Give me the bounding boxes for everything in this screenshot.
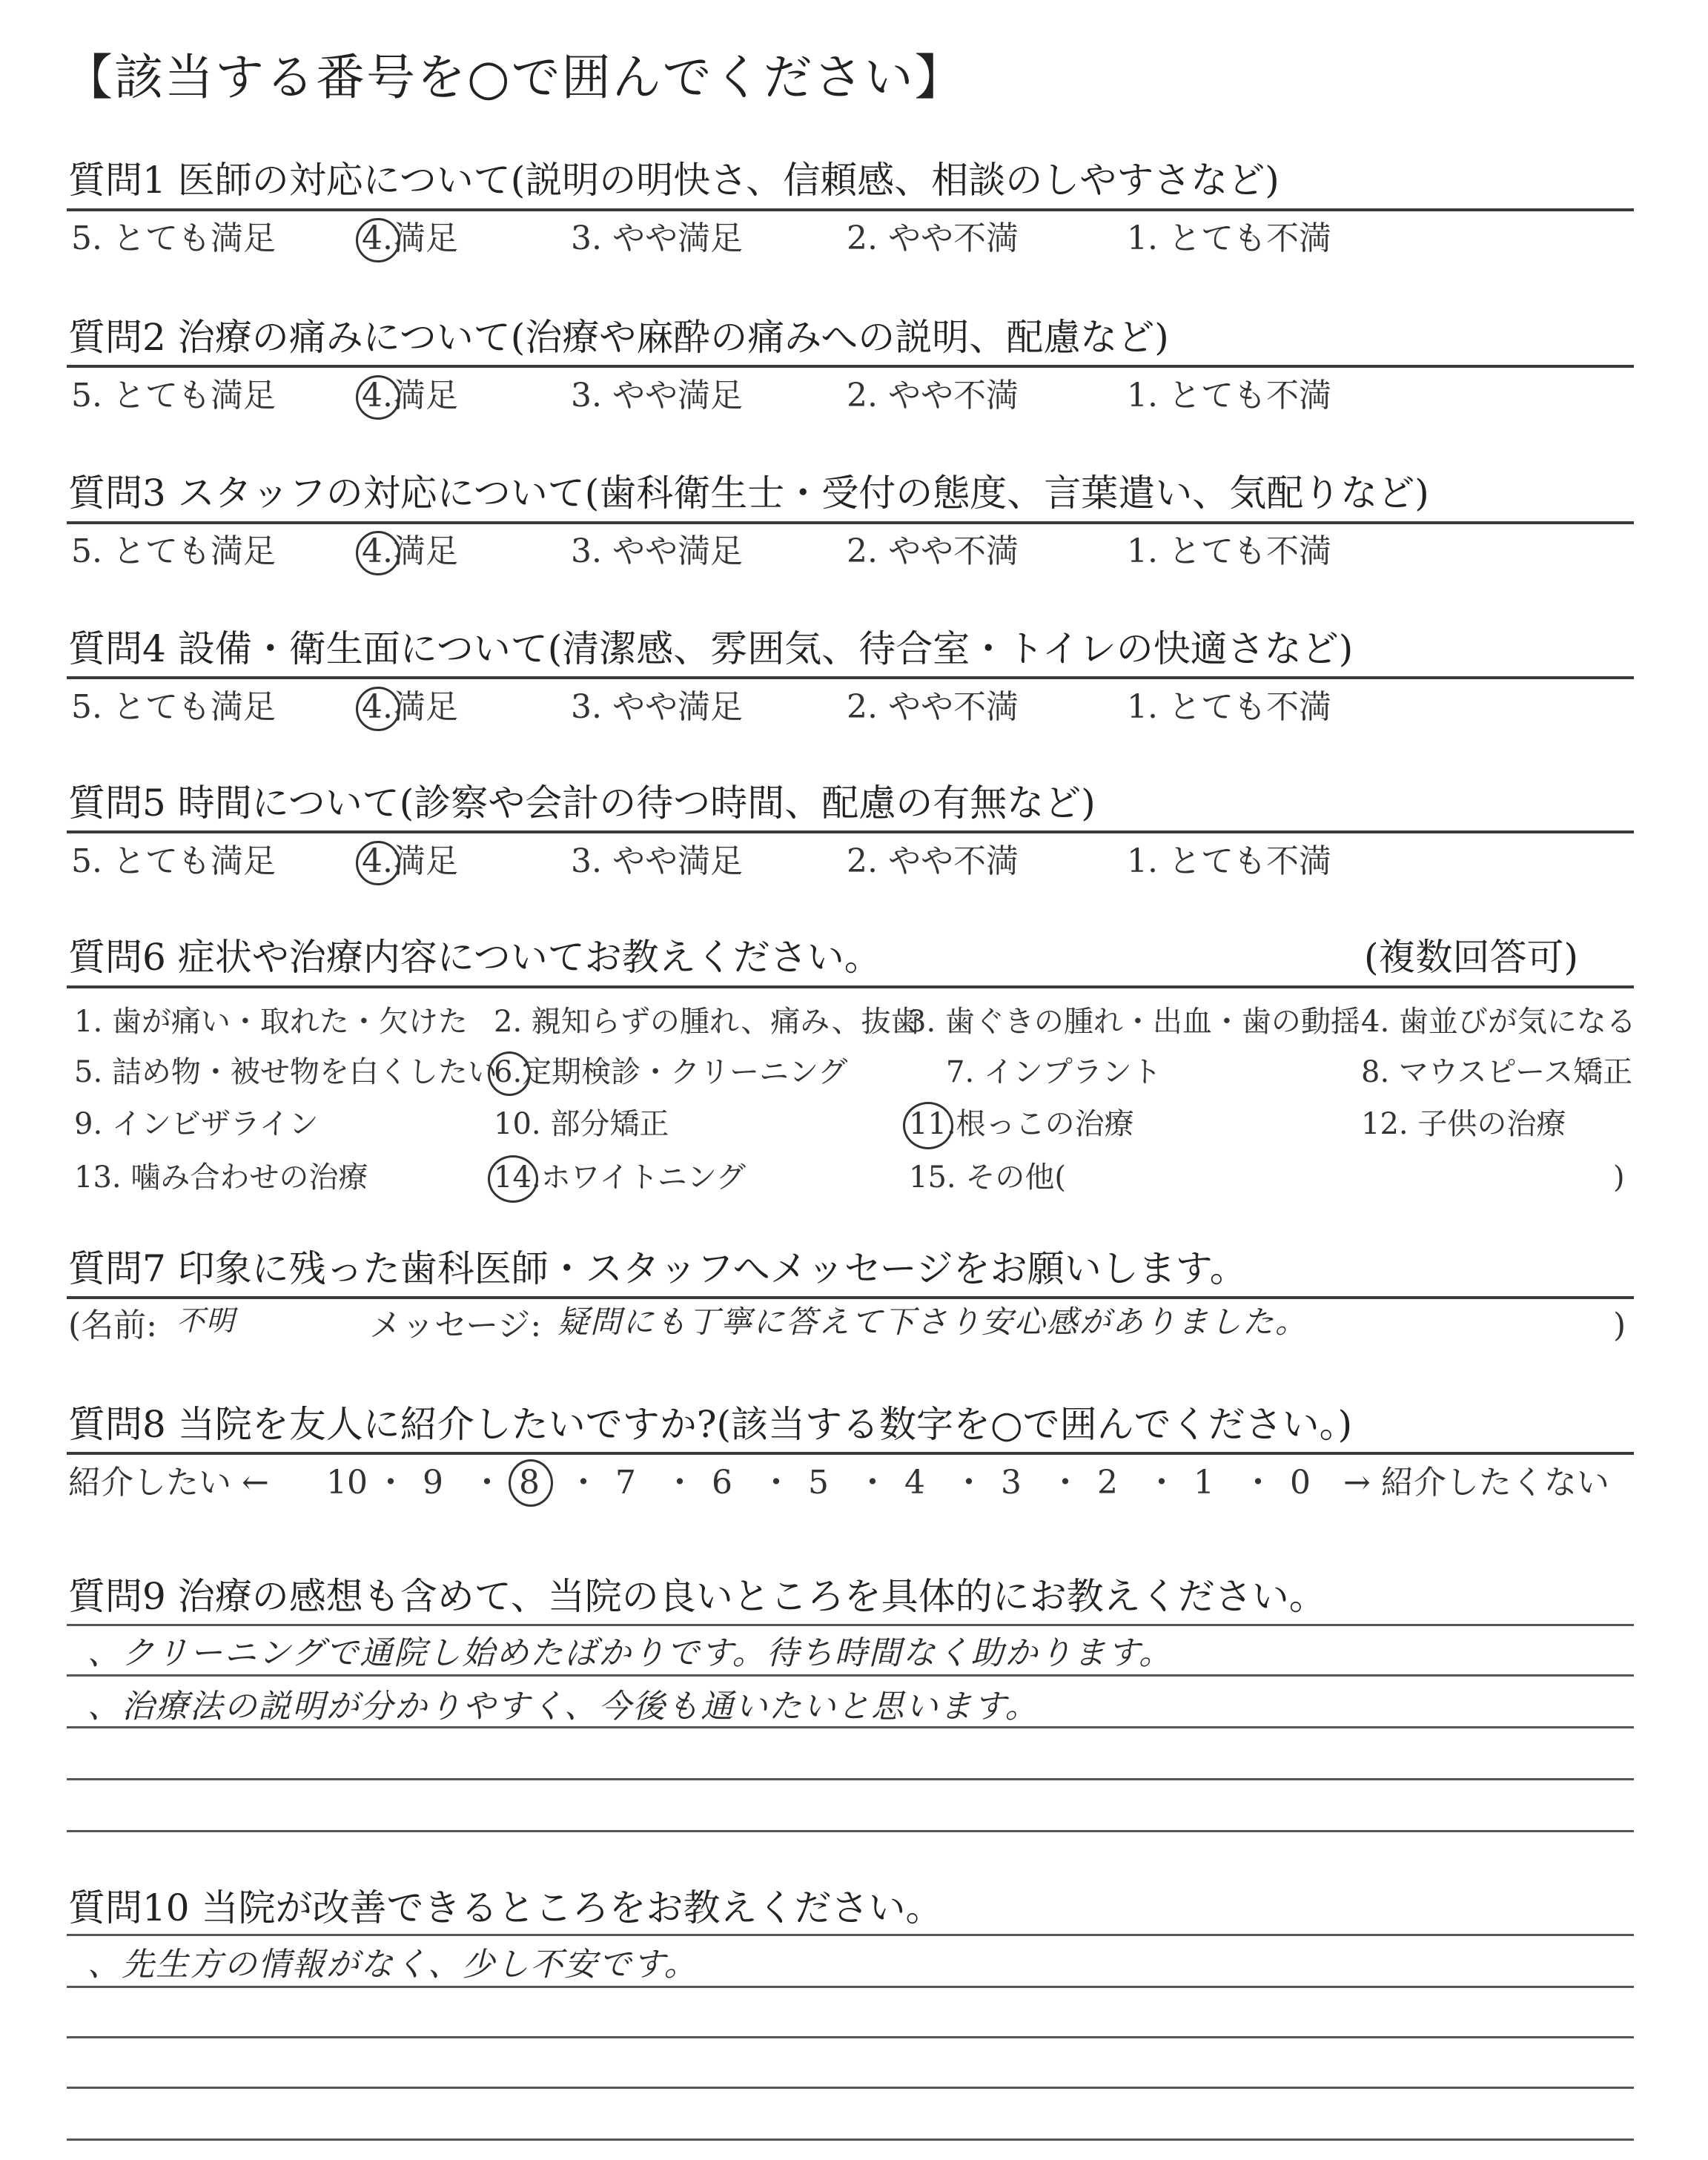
page-title: 【該当する番号を○で囲んでください】 xyxy=(64,49,965,106)
scale-separator: ・ xyxy=(567,1464,600,1502)
q6-option-9[interactable]: 9. インビザライン xyxy=(74,1107,319,1141)
selected-circle xyxy=(509,1459,553,1507)
selected-circle xyxy=(356,218,400,262)
selected-circle xyxy=(903,1102,953,1149)
q2-option-5[interactable]: 5. とても満足 xyxy=(71,377,276,415)
question-3-label: 質問3 スタッフの対応について(歯科衛生士・受付の態度、言葉遣い、気配りなど) xyxy=(68,472,1429,515)
answer-line xyxy=(67,2087,1634,2089)
q6-option-11[interactable]: 11.根っこの治療 xyxy=(909,1107,1134,1141)
q3-option-2[interactable]: 2. やや不満 xyxy=(847,532,1019,570)
scale-option-3[interactable]: 3 xyxy=(1001,1464,1022,1502)
q1-option-4[interactable]: 4.満足 xyxy=(362,219,458,257)
q6-option-3[interactable]: 3. 歯ぐきの腫れ・出血・歯の動揺 xyxy=(907,1005,1360,1039)
q2-option-4[interactable]: 4.満足 xyxy=(362,377,458,415)
scale-option-10[interactable]: 10 xyxy=(326,1464,368,1502)
q2-option-3[interactable]: 3. やや満足 xyxy=(571,377,743,415)
answer-line xyxy=(67,2036,1634,2038)
question-6-label: 質問6 症状や治療内容についてお教えください。 xyxy=(68,936,881,979)
scale-option-7[interactable]: 7 xyxy=(615,1464,636,1502)
q1-option-3[interactable]: 3. やや満足 xyxy=(571,219,743,257)
answer-line xyxy=(67,1674,1634,1677)
answer-line xyxy=(67,2138,1634,2141)
scale-option-4[interactable]: 4 xyxy=(904,1464,925,1502)
q6-option-8[interactable]: 8. マウスピース矯正 xyxy=(1361,1055,1633,1089)
question-9-label: 質問9 治療の感想も含めて、当院の良いところを具体的にお教えください。 xyxy=(68,1575,1326,1618)
question-5-label: 質問5 時間について(診察や会計の待つ時間、配慮の有無など) xyxy=(68,782,1096,825)
name-value[interactable]: 不明 xyxy=(176,1304,236,1337)
message-close: ) xyxy=(1613,1307,1626,1344)
question-2-label: 質問2 治療の痛みについて(治療や麻酔の痛みへの説明、配慮など) xyxy=(68,316,1169,359)
q4-option-5[interactable]: 5. とても満足 xyxy=(71,688,276,726)
question-4-label: 質問4 設備・衛生面について(清潔感、雰囲気、待合室・トイレの快適さなど) xyxy=(68,627,1354,670)
q6-option-4[interactable]: 4. 歯並びが気になる xyxy=(1361,1005,1636,1039)
selected-circle xyxy=(488,1155,538,1203)
question-1-label: 質問1 医師の対応について(説明の明快さ、信頼感、相談のしやすさなど) xyxy=(68,159,1280,202)
selected-circle xyxy=(356,687,400,731)
q4-option-2[interactable]: 2. やや不満 xyxy=(847,688,1019,726)
divider xyxy=(67,208,1634,211)
answer-line xyxy=(67,1778,1634,1780)
name-label: (名前: xyxy=(68,1307,157,1344)
q3-option-5[interactable]: 5. とても満足 xyxy=(71,532,276,570)
q1-option-1[interactable]: 1. とても不満 xyxy=(1127,219,1331,257)
scale-option-1[interactable]: 1 xyxy=(1194,1464,1214,1502)
q4-option-3[interactable]: 3. やや満足 xyxy=(571,688,743,726)
scale-option-2[interactable]: 2 xyxy=(1097,1464,1118,1502)
q5-option-2[interactable]: 2. やや不満 xyxy=(847,842,1019,880)
message-label: メッセージ: xyxy=(369,1307,542,1344)
scale-separator: ・ xyxy=(663,1464,696,1502)
recommend-right-label: → 紹介したくない xyxy=(1343,1464,1609,1502)
divider xyxy=(67,1296,1634,1299)
selected-circle xyxy=(488,1051,531,1096)
answer-line xyxy=(67,1986,1634,1988)
selected-circle xyxy=(356,375,400,420)
q9-answer-line-1[interactable]: 、クリーニングで通院し始めたばかりです。待ち時間なく助かります。 xyxy=(87,1634,1174,1672)
scale-separator: ・ xyxy=(953,1464,985,1502)
q6-option-2[interactable]: 2. 親知らずの腫れ、痛み、抜歯 xyxy=(494,1005,921,1039)
q3-option-1[interactable]: 1. とても不満 xyxy=(1127,532,1331,570)
q5-option-1[interactable]: 1. とても不満 xyxy=(1127,842,1331,880)
scale-separator: ・ xyxy=(1049,1464,1082,1502)
q6-option-10[interactable]: 10. 部分矯正 xyxy=(494,1107,669,1141)
scale-separator: ・ xyxy=(1145,1464,1178,1502)
q5-option-4[interactable]: 4.満足 xyxy=(362,842,458,880)
scale-separator: ・ xyxy=(374,1464,407,1502)
q3-option-3[interactable]: 3. やや満足 xyxy=(571,532,743,570)
answer-line xyxy=(67,1934,1634,1936)
q6-option-7[interactable]: 7. インプラント xyxy=(946,1055,1162,1089)
scale-separator: ・ xyxy=(1242,1464,1274,1502)
q6-option-13[interactable]: 13. 噛み合わせの治療 xyxy=(74,1160,368,1195)
q10-answer-line-1[interactable]: 、先生方の情報がなく、少し不安です。 xyxy=(87,1946,698,1984)
question-7-label: 質問7 印象に残った歯科医師・スタッフへメッセージをお願いします。 xyxy=(68,1247,1247,1290)
scale-separator: ・ xyxy=(856,1464,889,1502)
scale-option-5[interactable]: 5 xyxy=(808,1464,829,1502)
message-value[interactable]: 疑問にも丁寧に答えて下さり安心感がありました。 xyxy=(557,1304,1308,1340)
answer-line xyxy=(67,1726,1634,1728)
divider xyxy=(67,365,1634,368)
q1-option-5[interactable]: 5. とても満足 xyxy=(71,219,276,257)
q4-option-4[interactable]: 4.満足 xyxy=(362,688,458,726)
q5-option-3[interactable]: 3. やや満足 xyxy=(571,842,743,880)
q6-option-6[interactable]: 6.定期検診・クリーニング xyxy=(494,1055,848,1089)
answer-line xyxy=(67,1624,1634,1626)
divider xyxy=(67,985,1634,988)
q6-option-15-close: ) xyxy=(1613,1160,1625,1195)
scale-option-6[interactable]: 6 xyxy=(712,1464,732,1502)
divider xyxy=(67,1452,1634,1455)
scale-separator: ・ xyxy=(471,1464,503,1502)
q5-option-5[interactable]: 5. とても満足 xyxy=(71,842,276,880)
question-10-label: 質問10 当院が改善できるところをお教えください。 xyxy=(68,1886,943,1929)
multiple-answer-note: (複数回答可) xyxy=(1364,936,1579,979)
answer-line xyxy=(67,1830,1634,1832)
scale-separator: ・ xyxy=(760,1464,792,1502)
q2-option-1[interactable]: 1. とても不満 xyxy=(1127,377,1331,415)
q2-option-2[interactable]: 2. やや不満 xyxy=(847,377,1019,415)
q3-option-4[interactable]: 4.満足 xyxy=(362,532,458,570)
divider xyxy=(67,521,1634,524)
divider xyxy=(67,676,1634,679)
q9-answer-line-2[interactable]: 、治療法の説明が分かりやすく、今後も通いたいと思います。 xyxy=(87,1688,1039,1725)
q6-option-14[interactable]: 14.ホワイトニング xyxy=(494,1160,747,1195)
q1-option-2[interactable]: 2. やや不満 xyxy=(847,219,1019,257)
recommend-left-label: 紹介したい ← xyxy=(68,1464,269,1502)
selected-circle xyxy=(356,531,400,575)
divider xyxy=(67,830,1634,833)
scale-option-8[interactable]: 8 xyxy=(519,1464,540,1502)
question-8-label: 質問8 当院を友人に紹介したいですか?(該当する数字を○で囲んでください。) xyxy=(68,1403,1353,1446)
q6-option-1[interactable]: 1. 歯が痛い・取れた・欠けた xyxy=(74,1005,468,1039)
q6-option-12[interactable]: 12. 子供の治療 xyxy=(1361,1107,1566,1141)
scale-option-9[interactable]: 9 xyxy=(423,1464,443,1502)
q6-option-15[interactable]: 15. その他( xyxy=(909,1160,1066,1195)
scale-option-0[interactable]: 0 xyxy=(1290,1464,1311,1502)
q4-option-1[interactable]: 1. とても不満 xyxy=(1127,688,1331,726)
selected-circle xyxy=(356,841,400,885)
q6-option-5[interactable]: 5. 詰め物・被せ物を白くしたい xyxy=(74,1055,497,1089)
